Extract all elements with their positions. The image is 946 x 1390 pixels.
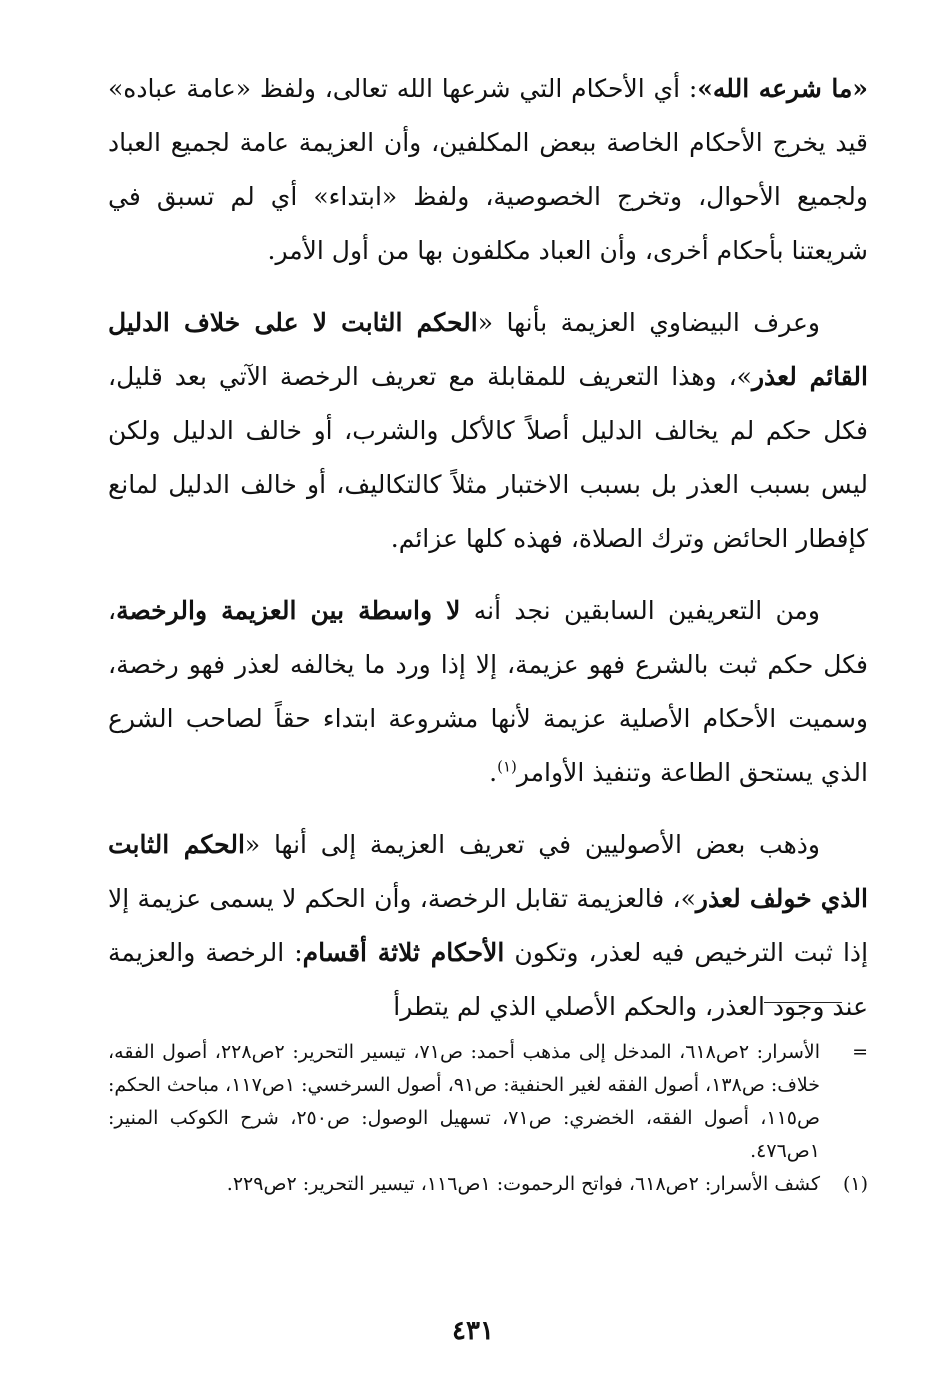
paragraph-text: »، وهذا التعريف للمقابلة مع تعريف الرخصة الآتي بعد قليل، فكل حكم لم يخالف الدليل أصلاً كالأكل والشرب، أو خالف الدليل ولكن ليس بسبب العذر بل بسبب الاختبار مثلاً كالتكاليف، أو خالف الدليل لمانع كإفطار الحائض وترك الصلاة، فهذه كلها عزائم.	[108, 362, 868, 553]
bold-statement: الأحكام ثلاثة أقسام	[302, 938, 505, 967]
paragraph-text: وذهب بعض الأصوليين في تعريف العزيمة إلى أنها «	[244, 830, 820, 859]
page-number: ٤٣١	[452, 1316, 494, 1346]
footnote-continuation-mark: =	[852, 1041, 868, 1063]
footnote-text: الأسرار: ٢ص٦١٨، المدخل إلى مذهب أحمد: ص٧١، تيسير التحرير: ٢ص٢٢٨، أصول الفقه، خلاف: ص١٣٨، أصول الفقه لغير الحنفية: ص٩١، أصول السرخسي: ١ص١١٧، مباحث الحكم: ص١١٥، أصول الفقه، الخضري: ص٧١، تسهيل الوصول: ص٢٥٠، شرح الكوكب المنير: ١ص٤٧٦.	[108, 1041, 821, 1162]
paragraph-text: ومن التعريفين السابقين نجد أنه	[460, 596, 821, 625]
paragraph-text: »، فالعزيمة تقابل الرخصة، وأن الحكم لا يسمى عزيمة إلا إذا ثبت الترخيص فيه لعذر، وتكون	[108, 884, 869, 967]
bold-definition: الحكم الثابت لا على خلاف الدليل القائم لعذر	[108, 308, 868, 391]
paragraph-text: .	[489, 758, 498, 787]
paragraph-4	[108, 818, 868, 1034]
bold-definition: الحكم الثابت الذي خولف لعذر	[108, 830, 868, 913]
paragraph-2	[108, 296, 868, 566]
footnote-reference: (١)	[497, 757, 517, 776]
footnote-separator	[764, 1002, 842, 1003]
paragraph-3	[108, 584, 868, 800]
paragraph-text: وعرف البيضاوي العزيمة بأنها «	[477, 308, 820, 337]
paragraph-text: ، فكل حكم ثبت بالشرع فهو عزيمة، إلا إذا ورد ما يخالفه لعذر فهو رخصة، وسميت الأحكام الأصلية عزيمة لأنها مشروعة ابتداء حقاً لصاحب الشرع الذي يستحق الطاعة وتنفيذ الأوامر	[108, 596, 868, 787]
footnote-1	[108, 1168, 868, 1201]
paragraph-1	[108, 62, 868, 278]
footnotes	[108, 1036, 868, 1201]
paragraph-text: : الرخصة والعزيمة عند وجود العذر، والحكم الأصلي الذي لم يتطرأ	[108, 938, 868, 1021]
main-text	[108, 62, 868, 1052]
paragraph-text: : أي الأحكام التي شرعها الله تعالى، ولفظ «عامة عباده» قيد يخرج الأحكام الخاصة ببعض المكلفين، وأن العزيمة عامة لجميع العباد ولجميع الأحوال، وتخرج الخصوصية، ولفظ «ابتداء» أي لم تسبق في شريعتنا بأحكام أخرى، وأن العباد مكلفون بها من أول الأمر.	[108, 74, 868, 265]
footnote-continued	[108, 1036, 868, 1168]
footnote-number: (١)	[842, 1173, 868, 1195]
bold-statement: لا واسطة بين العزيمة والرخصة	[116, 596, 461, 625]
quoted-term: «ما شرعه الله»	[697, 74, 868, 103]
footnote-text: كشف الأسرار: ٢ص٦١٨، فواتح الرحموت: ١ص١١٦، تيسير التحرير: ٢ص٢٢٩.	[226, 1173, 820, 1195]
